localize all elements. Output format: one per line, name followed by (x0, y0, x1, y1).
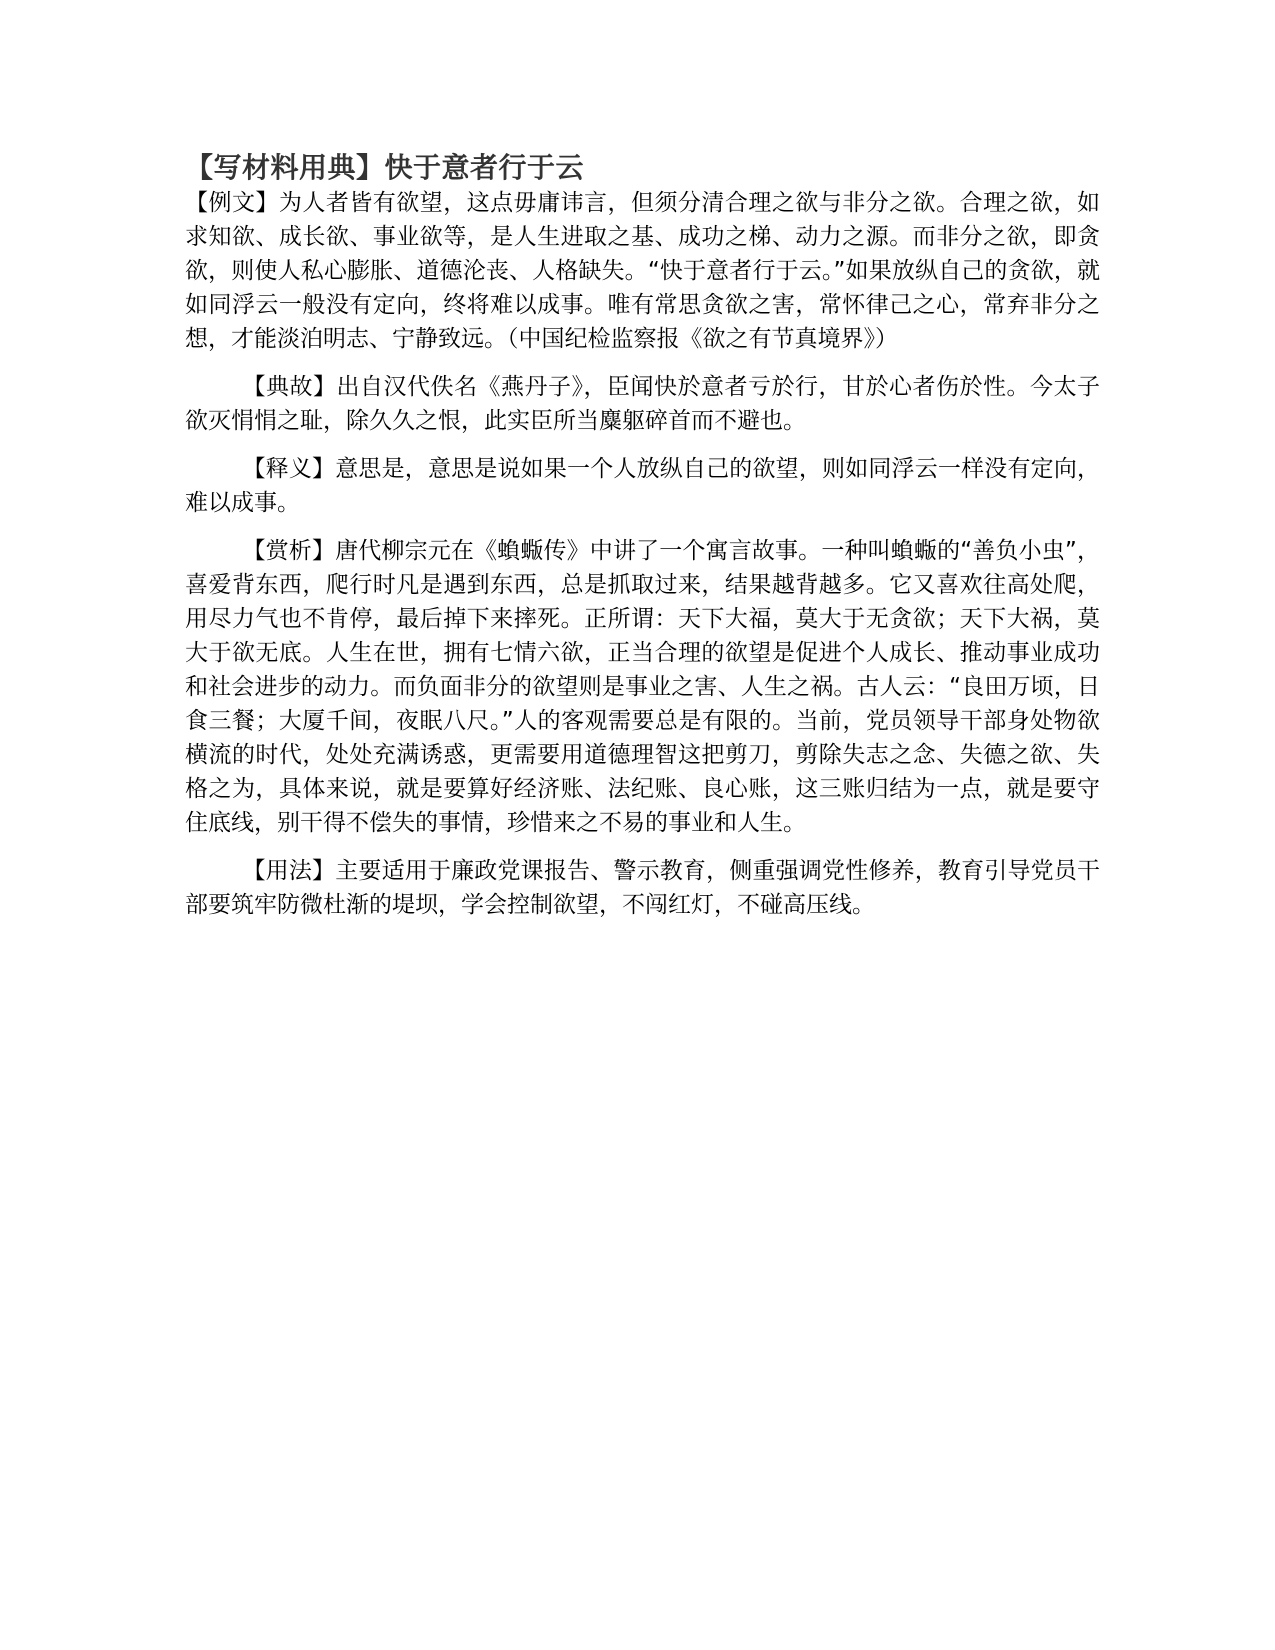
document-page (185, 150, 1100, 922)
document-title: 【写材料用典】快于意者行于云 (185, 151, 585, 184)
allusion-paragraph: 【典故】出自汉代佚名《燕丹子》，臣闻快於意者亏於行，甘於心者伤於性。今太子欲灭悁悁之耻，除久久之恨，此实臣所当麋躯碎首而不避也。 (185, 374, 1100, 434)
usage-paragraph: 【用法】主要适用于廉政党课报告、警示教育，侧重强调党性修养，教育引导党员干部要筑牢防微杜渐的堤坝，学会控制欲望，不闯红灯，不碰高压线。 (185, 858, 1100, 918)
meaning-paragraph: 【释义】意思是，意思是说如果一个人放纵自己的欲望，则如同浮云一样没有定向，难以成事。 (185, 456, 1100, 516)
example-paragraph: 【例文】为人者皆有欲望，这点毋庸讳言，但须分清合理之欲与非分之欲。合理之欲，如求知欲、成长欲、事业欲等，是人生进取之基、成功之梯、动力之源。而非分之欲，即贪欲，则使人私心膨胀、道德沦丧、人格缺失。“快于意者行于云。”如果放纵自己的贪欲，就如同浮云一般没有定向，终将难以成事。唯有常思贪欲之害，常怀律己之心，常弃非分之想，才能淡泊明志、宁静致远。（中国纪检监察报《欲之有节真境界》） (185, 190, 1100, 352)
analysis-paragraph: 【赏析】唐代柳宗元在《蝜蝂传》中讲了一个寓言故事。一种叫蝜蝂的“善负小虫”，喜爱背东西，爬行时凡是遇到东西，总是抓取过来，结果越背越多。它又喜欢往高处爬，用尽力气也不肯停，最后掉下来摔死。正所谓：天下大福，莫大于无贪欲；天下大祸，莫大于欲无底。人生在世，拥有七情六欲，正当合理的欲望是促进个人成长、推动事业成功和社会进步的动力。而负面非分的欲望则是事业之害、人生之祸。古人云：“良田万顷，日食三餐；大厦千间，夜眠八尺。”人的客观需要总是有限的。当前，党员领导干部身处物欲横流的时代，处处充满诱惑，更需要用道德理智这把剪刀，剪除失志之念、失德之欲、失格之为，具体来说，就是要算好经济账、法纪账、良心账，这三账归结为一点，就是要守住底线，别干得不偿失的事情，珍惜来之不易的事业和人生。 (185, 538, 1100, 836)
